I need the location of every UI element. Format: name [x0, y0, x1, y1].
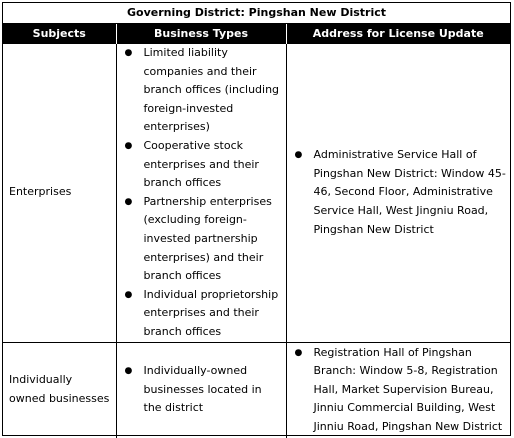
table-row — [3, 342, 510, 438]
list-item — [121, 44, 282, 137]
bullet-icon: ● — [124, 289, 133, 300]
bullet-icon: ● — [124, 48, 133, 58]
bullet-icon: ● — [294, 150, 303, 161]
address-cell — [286, 44, 510, 343]
business-types-list — [121, 362, 282, 418]
list-item — [291, 344, 507, 437]
header-address: Address for License Update — [286, 24, 510, 44]
subject-cell: Individually owned businesses — [3, 342, 116, 438]
list-item-text: Individually-owned businesses located in the district — [143, 364, 262, 415]
business-types-list — [121, 44, 282, 342]
address-cell — [286, 342, 510, 438]
bullet-icon: ● — [124, 196, 133, 207]
list-item-text: Partnership enterprises (excluding foreign-invested partnership enterprises) and their branch offices — [143, 194, 272, 283]
header-business-types: Business Types — [116, 24, 286, 44]
list-item — [121, 193, 282, 286]
license-table — [3, 24, 510, 438]
list-item — [121, 286, 282, 342]
address-list — [291, 146, 507, 239]
list-item-text: Registration Hall of Pingshan Branch: Window 5-8, Registration Hall, Market Supervision Bureau, Jinniu Commercial Building, West Jinniu Road, Pingshan New District — [313, 345, 503, 433]
address-list — [291, 344, 507, 437]
header-subjects: Subjects — [3, 24, 116, 44]
table-title: Governing District: Pingshan New District — [3, 3, 510, 24]
subject-cell: Enterprises — [3, 44, 116, 343]
bullet-icon: ● — [294, 347, 303, 358]
list-item-text: Cooperative stock enterprises and their branch offices — [143, 138, 259, 190]
list-item — [121, 137, 282, 193]
business-types-cell — [116, 44, 286, 343]
list-item-text: Limited liability companies and their branch offices (including foreign-invested enterprises) — [143, 46, 280, 134]
table-row — [3, 44, 510, 343]
license-table-container — [2, 2, 511, 436]
list-item-text: Individual proprietorship enterprises and their branch offices — [143, 287, 279, 338]
business-types-cell — [116, 342, 286, 438]
header-row — [3, 24, 510, 44]
bullet-icon: ● — [124, 140, 133, 151]
bullet-icon: ● — [124, 366, 133, 377]
list-item-text: Administrative Service Hall of Pingshan New District: Window 45-46, Second Floor, Administrative Service Hall, West Jingniu Road, Pingshan New District — [313, 148, 506, 236]
list-item — [291, 146, 507, 239]
list-item — [121, 362, 282, 418]
